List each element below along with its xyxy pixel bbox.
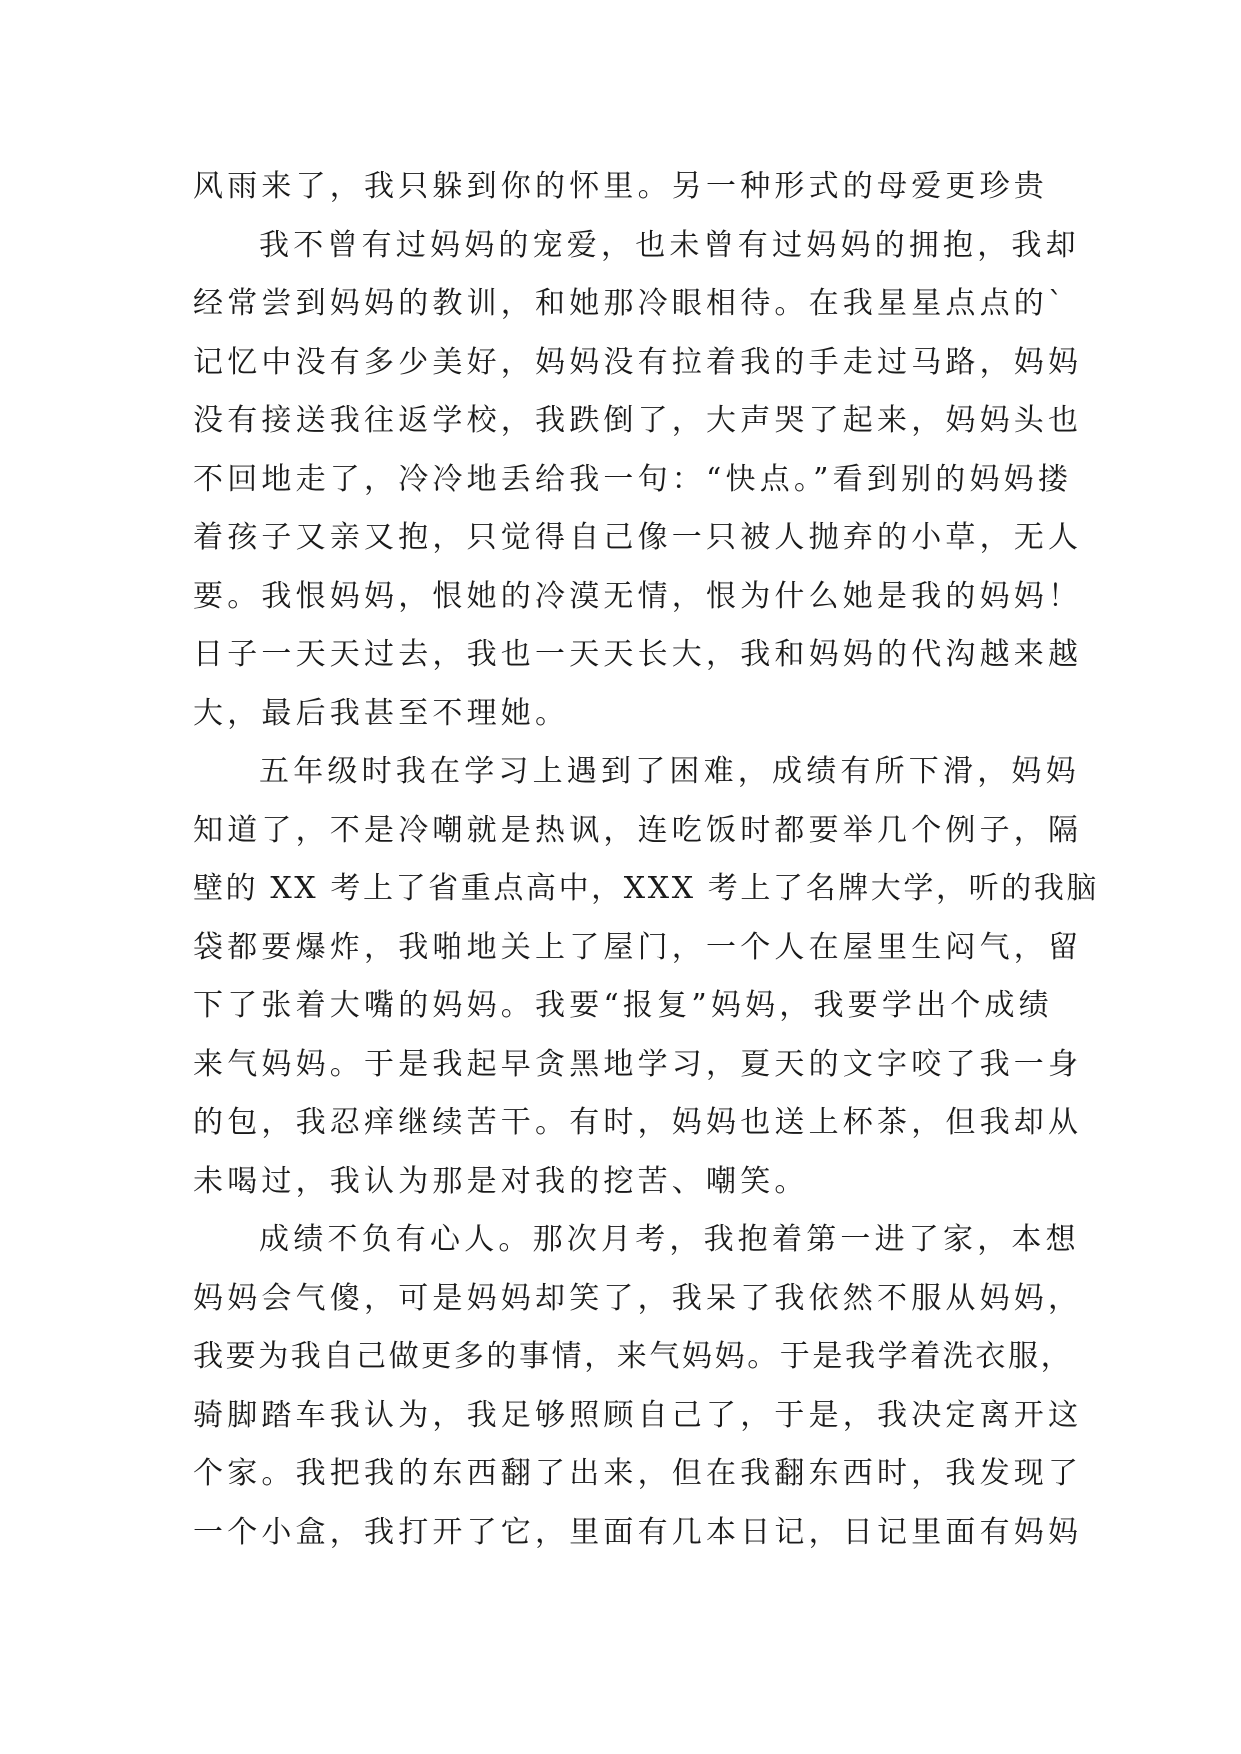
text-line: 袋都要爆炸，我啪地关上了屋门，一个人在屋里生闷气，留 xyxy=(193,929,1083,965)
text-line: 五年级时我在学习上遇到了困难，成绩有所下滑，妈妈 xyxy=(259,754,1080,789)
text-line: 知道了，不是冷嘲就是热讽，连吃饭时都要举几个例子，隔 xyxy=(193,812,1083,848)
text-line: 骑脚踏车我认为，我足够照顾自己了，于是，我决定离开这 xyxy=(193,1397,1083,1433)
text-line: 来气妈妈。于是我起早贪黑地学习，夏天的文字咬了我一身 xyxy=(193,1046,1083,1082)
text-line: 经常尝到妈妈的教训，和她那冷眼相待。在我星星点点的` xyxy=(193,286,1068,321)
text-line: 壁的 XX 考上了省重点高中，XXX 考上了名牌大学，听的我脑 xyxy=(193,871,1099,906)
text-line: 着孩子又亲又抱，只觉得自己像一只被人抛弃的小草，无人 xyxy=(193,520,1083,555)
body-text xyxy=(193,158,1099,1562)
text-line: 风雨来了，我只躲到你的怀里。另一种形式的母爱更珍贵 xyxy=(193,169,1048,204)
text-line: 大，最后我甚至不理她。 xyxy=(193,695,570,731)
text-line: 一个小盒，我打开了它，里面有几本日记，日记里面有妈妈 xyxy=(193,1514,1083,1550)
text-line: 妈妈会气傻，可是妈妈却笑了，我呆了我依然不服从妈妈， xyxy=(193,1280,1083,1316)
text-line: 日子一天天过去，我也一天天长大，我和妈妈的代沟越来越 xyxy=(193,637,1083,672)
text-line: 未喝过，我认为那是对我的挖苦、嘲笑。 xyxy=(193,1163,809,1199)
text-line: 不回地走了，冷冷地丢给我一句：“快点。”看到别的妈妈搂 xyxy=(193,461,1073,497)
text-line: 记忆中没有多少美好，妈妈没有拉着我的手走过马路，妈妈 xyxy=(193,344,1083,380)
text-line: 的包，我忍痒继续苦干。有时，妈妈也送上杯茶，但我却从 xyxy=(193,1105,1083,1140)
text-line: 要。我恨妈妈，恨她的冷漠无情，恨为什么她是我的妈妈！ xyxy=(193,578,1083,614)
text-line: 成绩不负有心人。那次月考，我抱着第一进了家，本想 xyxy=(259,1222,1080,1257)
text-line: 我不曾有过妈妈的宠爱，也未曾有过妈妈的拥抱，我却 xyxy=(259,227,1080,263)
text-line: 个家。我把我的东西翻了出来，但在我翻东西时，我发现了 xyxy=(193,1456,1083,1491)
text-line: 下了张着大嘴的妈妈。我要“报复”妈妈，我要学出个成绩 xyxy=(193,988,1053,1023)
text-line: 我要为我自己做更多的事情，来气妈妈。于是我学着洗衣服， xyxy=(193,1339,1074,1374)
text-line: 没有接送我往返学校，我跌倒了，大声哭了起来，妈妈头也 xyxy=(193,403,1083,438)
